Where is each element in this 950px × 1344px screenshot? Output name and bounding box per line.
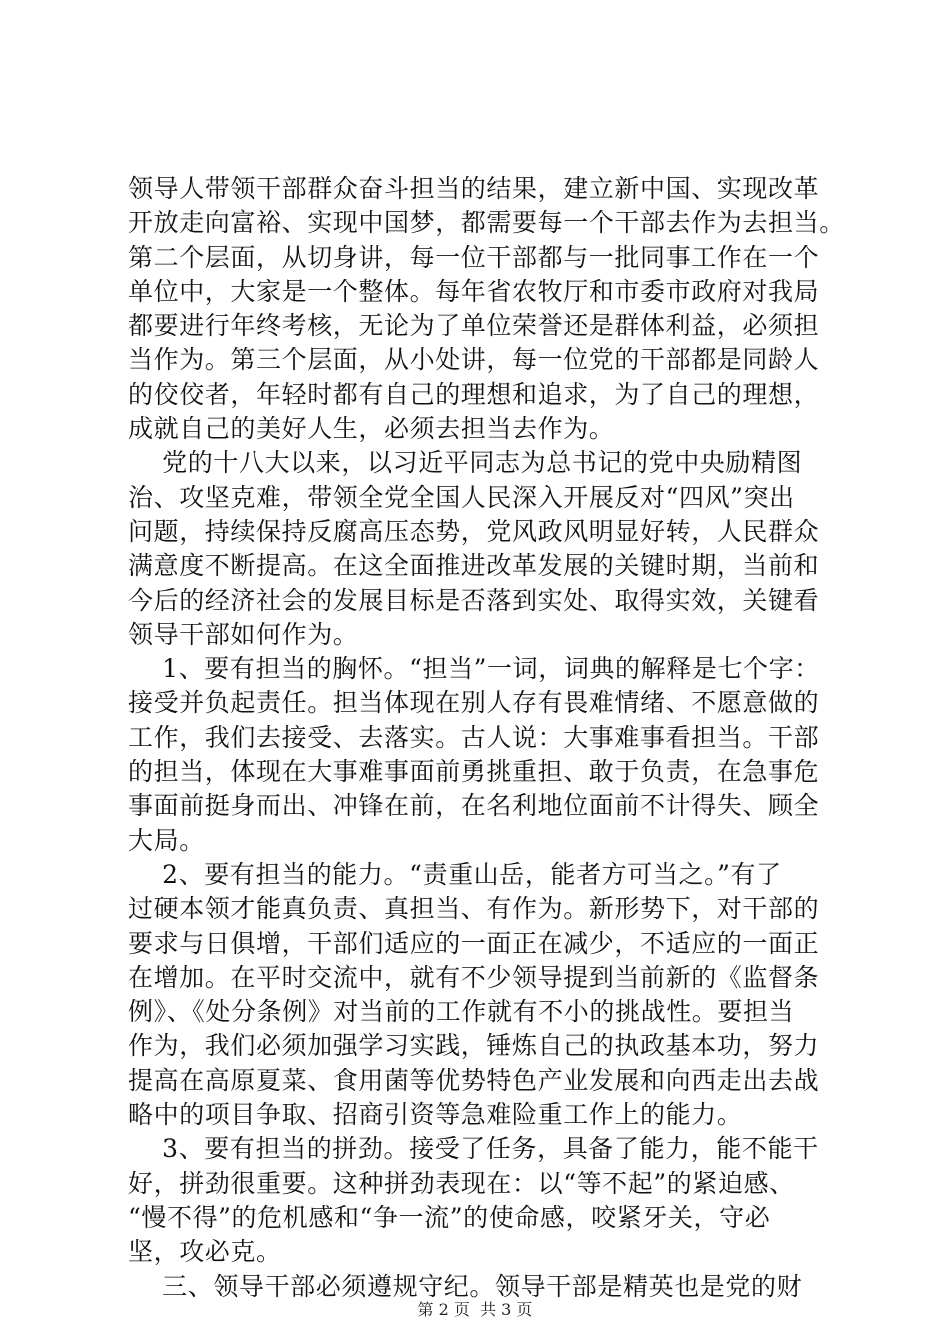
text-line: 坚，攻必克。 — [128, 1237, 282, 1267]
text-line: 开放走向富裕、实现中国梦，都需要每一个干部去作为去担当。 — [128, 208, 845, 238]
text-line: 事面前挺身而出、冲锋在前，在名利地位面前不计得失、顾全 — [128, 791, 820, 821]
text-line: 的担当，体现在大事难事面前勇挑重担、敢于负责，在急事危 — [128, 757, 820, 787]
text-line: 的佼佼者，年轻时都有自己的理想和追求，为了自己的理想， — [128, 379, 820, 409]
text-line: 单位中，大家是一个整体。每年省农牧厅和市委市政府对我局 — [128, 276, 820, 306]
text-line: 大局。 — [128, 825, 205, 855]
text-line: 当作为。第三个层面，从小处讲，每一位党的干部都是同龄人 — [128, 345, 820, 375]
text-line: 3、要有担当的拼劲。接受了任务，具备了能力，能不能干 — [128, 1134, 819, 1164]
text-line: 领导人带领干部群众奋斗担当的结果，建立新中国、实现改革 — [128, 174, 820, 203]
text-line: 1、要有担当的胸怀。“担当”一词，词典的解释是七个字： — [128, 654, 820, 684]
text-line: 治、攻坚克难，带领全党全国人民深入开展反对“四风”突出 — [128, 482, 795, 512]
body-text — [128, 172, 845, 1304]
text-line: “慢不得”的危机感和“争一流”的使命感，咬紧牙关，守必 — [128, 1202, 771, 1232]
text-line: 接受并负起责任。担当体现在别人存有畏难情绪、不愿意做的 — [128, 688, 820, 718]
text-line: 要求与日俱增，干部们适应的一面正在减少，不适应的一面正 — [128, 928, 820, 958]
text-line: 第二个层面，从切身讲，每一位干部都与一批同事工作在一个 — [128, 242, 820, 272]
text-line: 在增加。在平时交流中，就有不少领导提到当前新的《监督条 — [128, 962, 820, 992]
text-line: 作为，我们必须加强学习实践，锤炼自己的执政基本功，努力 — [128, 1031, 820, 1061]
text-line: 过硬本领才能真负责、真担当、有作为。新形势下，对干部的 — [128, 894, 820, 924]
page-footer: 第 2 页 共 3 页 — [417, 1300, 533, 1319]
text-line: 党的十八大以来，以习近平同志为总书记的党中央励精图 — [128, 448, 803, 478]
text-line: 略中的项目争取、招商引资等急难险重工作上的能力。 — [128, 1100, 743, 1130]
text-line: 领导干部如何作为。 — [128, 619, 359, 649]
text-line: 好，拼劲很重要。这种拼劲表现在：以“等不起”的紧迫感、 — [128, 1168, 795, 1198]
text-line: 问题，持续保持反腐高压态势，党风政风明显好转，人民群众 — [128, 516, 820, 546]
text-line: 今后的经济社会的发展目标是否落到实处、取得实效，关键看 — [128, 585, 820, 615]
text-line: 三、领导干部必须遵规守纪。领导干部是精英也是党的财 — [128, 1271, 803, 1301]
text-line: 工作，我们去接受、去落实。古人说：大事难事看担当。干部 — [128, 722, 820, 752]
text-line: 成就自己的美好人生，必须去担当去作为。 — [128, 414, 615, 444]
text-line: 满意度不断提高。在这全面推进改革发展的关键时期，当前和 — [128, 551, 820, 581]
text-line: 例》、《处分条例》对当前的工作就有不小的挑战性。要担当 — [128, 997, 795, 1027]
text-line: 提高在高原夏菜、食用菌等优势特色产业发展和向西走出去战 — [128, 1065, 820, 1095]
text-line: 都要进行年终考核，无论为了单位荣誉还是群体利益，必须担 — [128, 311, 820, 341]
text-line: 2、要有担当的能力。“责重山岳，能者方可当之。”有了 — [128, 859, 782, 889]
